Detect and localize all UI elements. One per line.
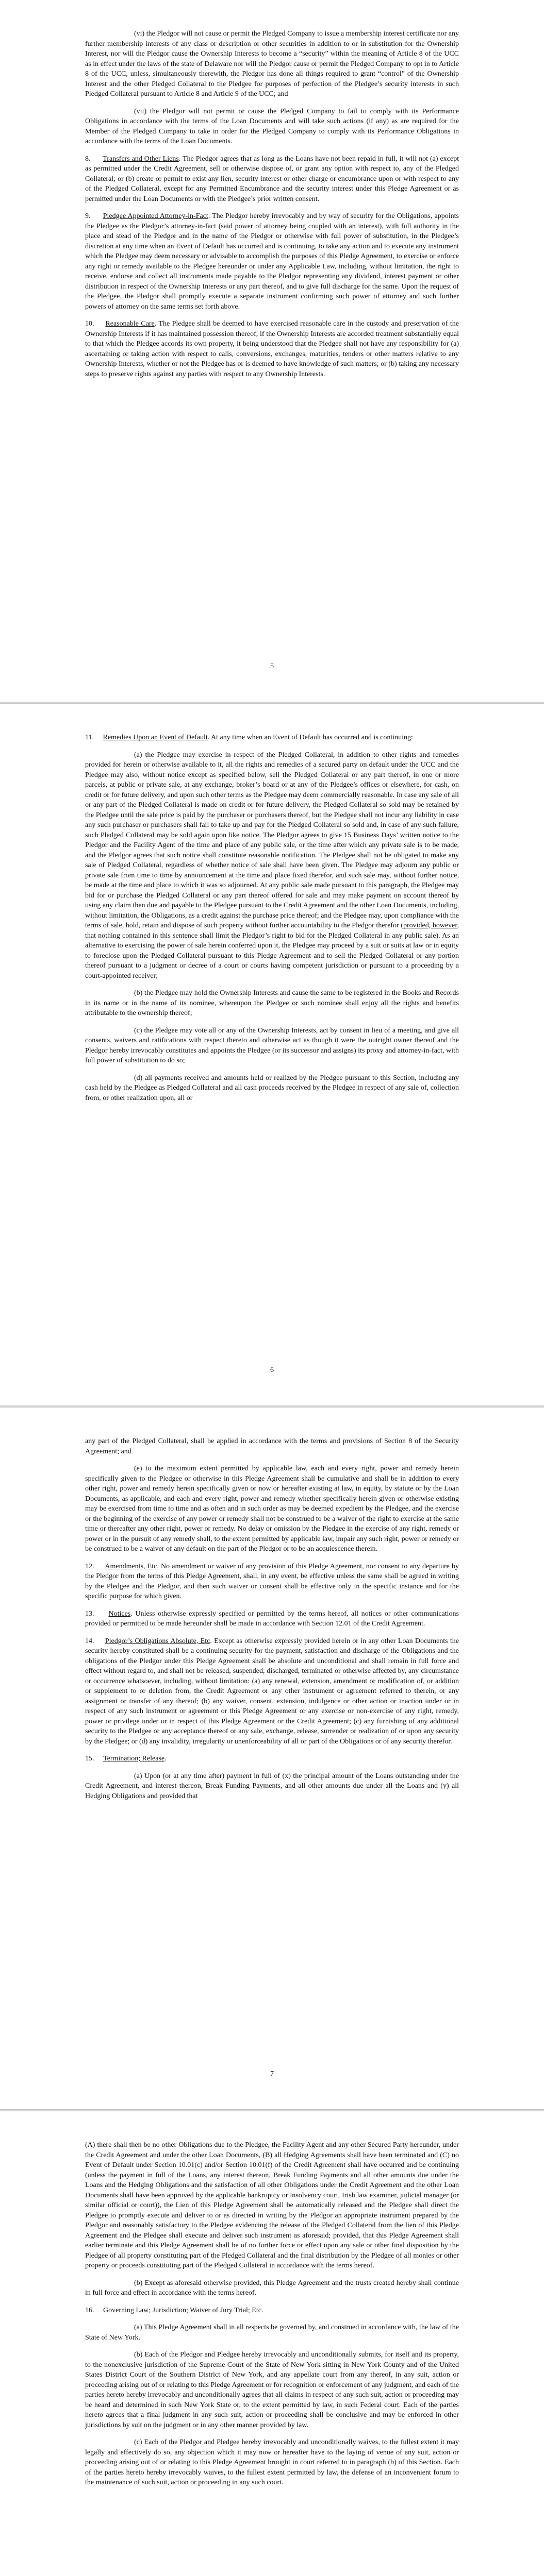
- clause-11a: (a) the Pledgee may exercise in respect of the Pledged Collateral, in addition to other rights and remedies provided for herein or otherwise available to it, all the rights and remedies of a secured party on default under the UCC and the Pledgee may also, without notice except as specified below, sell the Pledged Collateral or any part thereof, in one or more parcels, at public or private sale, at any exchange, broker’s board or at any of the Pledgee’s offices or elsewhere, for cash, on credit or for future delivery, and upon such other terms as the Pledgee may deem commercially reasonable. In case any sale of all or any part of the Pledged Collateral is made on credit or for future delivery, the Pledged Collateral so sold may be retained by the Pledgee until the sale price is paid by the purchaser or purchasers thereof, but the Pledgee shall not incur any liability in case any such purchaser or purchasers shall fail to take up and pay for the Pledged Collateral so sold and, in case of any such failure, such Pledged Collateral may be sold again upon like notice. The Pledgor agrees to give 15 Business Days’ written notice to the Pledgor and the Facility Agent of the time and place of any public sale, or the time after which any private sale is to be made, and the Pledgor agrees that such notice shall constitute reasonable notification. The Pledgee shall not be obligated to make any sale of Pledged Collateral, regardless of whether notice of sale shall have been given. The Pledgee may adjourn any public or private sale from time to time by announcement at the time and place fixed therefor, and such sale may, without further notice, be made at the time and place to which it was so adjourned. At any public sale made pursuant to this paragraph, the Pledgee may bid for or purchase the Pledged Collateral or any part thereof offered for sale and may make payment on account thereof by using any claim then due and payable to the Pledgee pursuant to the Credit Agreement and the other Loan Documents, including, without limitation, the Obligations, as a credit against the purchase price thereof; and the Pledgee may, upon compliance with the terms of sale, hold, retain and dispose of such property without further accountability to the Pledgor therefor (provided, however, that nothing contained in this sentence shall limit the Pledgor’s right to bid for the Pledged Collateral in any public sale). As an alternative to exercising the power of sale herein conferred upon it, the Pledgee may proceed by a suit or suits at law or in equity to foreclose upon the Pledged Collateral pursuant to this Pledge Agreement and to sell the Pledged Collateral or any portion thereof pursuant to a judgment or decree of a court or courts having competent jurisdiction or pursuant to a proceeding by a court-appointed receiver;: [85, 751, 459, 980]
- section-9-heading: Pledgee Appointed Attorney-in-Fact: [103, 212, 208, 220]
- clause-vii: (vii) the Pledgor will not permit or cause the Pledged Company to fail to comply with its Performance Obligations in accordance with the terms of the Loan Documents and will take such actions (if any) as are required for the Member of the Pledged Company to take in order for the Pledged Company to comply with its Performance Obligations in accordance with the terms of the Loan Documents.: [85, 107, 459, 145]
- document-page-8: [0, 2111, 544, 2576]
- clause-11d-continued: any part of the Pledged Collateral, shall be applied in accordance with the terms and provisions of Section 8 of the Security Agreement; and: [85, 1437, 459, 1455]
- document-page-6: [0, 704, 544, 1405]
- clause-16b: (b) Each of the Pledgor and Pledgee hereby irrevocably and unconditionally submits, for itself and its property, to the nonexclusive jurisdiction of the Supreme Court of the State of New York sitting in New York County and of the United States District Court of the Southern District of New York, and any appellate court from any thereof, in any suit, action or proceeding arising out of or relating to this Pledge Agreement or for recognition or enforcement of any judgment, and each of the parties hereto hereby irrevocably and unconditionally agrees that all claims in respect of any such suit, action or proceeding may be heard and determined in such New York State or, to the extent permitted by law, in such Federal court. Each of the parties hereto agrees that a final judgment in any such suit, action or proceeding shall be conclusive and may be enforced in other jurisdictions by suit on the judgment or in any other manner provided by law.: [85, 2351, 459, 2429]
- section-9: 9. Pledgee Appointed Attorney-in-Fact. The Pledgor hereby irrevocably and by way of security for the Obligations, appoints the Pledgee as the Pledgor’s attorney-in-fact (said power of attorney being coupled with an interest), with full authority in the place and stead of the Pledgor and in the name of the Pledgor or otherwise with full power of substitution, in the Pledgee’s discretion at any time when an Event of Default has occurred and is continuing, to take any action and to execute any instrument which the Pledgee may deem necessary or advisable to accomplish the purposes of this Pledge Agreement, to exercise or enforce any right or remedy available to the Pledgee hereunder or under any Applicable Law, including, without limitation, the right to receive, endorse and collect all instruments made payable to the Pledgor representing any dividend, interest payment or other distribution in respect of the Ownership Interests or any part thereof, and to give full discharge for the same. Upon the request of the Pledgee, the Pledgor shall promptly execute a separate instrument confirming such power of attorney and such further powers of attorney on the same terms set forth above.: [85, 212, 459, 311]
- document-page-7: [0, 1408, 544, 2109]
- clause-15a: (a) Upon (or at any time after) payment in full of (x) the principal amount of the Loans outstanding under the Credit Agreement, and interest thereon, Break Funding Payments, and all other amounts due under all the Loans and (y) all Hedging Obligations and provided that: [85, 1772, 459, 1800]
- section-11: 11. Remedies Upon an Event of Default. At any time when an Event of Default has occurred and is continuing:: [85, 734, 413, 741]
- section-16-heading: Governing Law; Jurisdiction; Waiver of Jury Trial; Etc: [103, 2306, 261, 2314]
- clause-vi: (vi) the Pledgor will not cause or permit the Pledged Company to issue a membership interest certificate nor any further membership interests of any class or description or other securities in addition to or in substitution for the Ownership Interest, nor will the Pledgor cause the Ownership Interests to become a “security” within the meaning of Article 8 of the UCC as in effect under the laws of the state of Delaware nor will the Pledgor cause or permit the Pledged Company to opt in to Article 8 of the UCC, unless, simultaneously therewith, the Pledgor has done all things required to grant “control” of the Ownership Interest and the other Pledged Collateral to the Pledgee for purposes of perfection of the Pledgee’s security interests in such Pledged Collateral pursuant to Article 8 and Article 9 of the UCC; and: [85, 30, 459, 98]
- section-13-heading: Notices: [108, 1609, 131, 1618]
- section-14-heading: Pledgor’s Obligations Absolute, Etc: [105, 1637, 210, 1645]
- section-10: 10. Reasonable Care. The Pledgee shall be deemed to have exercised reasonable care in the custody and preservation of the Ownership Interests if it has maintained possession thereof, if the Ownership Interests are accorded treatment substantially equal to that which the Pledgee accords its own property, it being understood that the Pledgee shall not have any responsibility for (a) ascertaining or taking action with respect to calls, conversions, exchanges, maturities, tenders or other matters relative to any Ownership Interests, whether or not the Pledgee has or is deemed to have knowledge of such matters; or (b) taking any necessary steps to preserve rights against any parties with respect to any Ownership Interests.: [85, 320, 459, 378]
- document-page-5: [0, 0, 544, 702]
- section-13: 13. Notices. Unless otherwise expressly specified or permitted by the terms hereof, all notices or other communications provided or permitted to be made hereunder shall be made in accordance with Section 12.01 of the Credit Agreement.: [85, 1609, 459, 1628]
- section-8: 8. Transfers and Other Liens. The Pledgor agrees that as long as the Loans have not been repaid in full, it will not (a) except as permitted under the Credit Agreement, sell or otherwise dispose of, or grant any option with respect to, any of the Pledged Collateral; or (b) create or permit to exist any lien, security interest or other charge or encumbrance upon or with respect to any of the Pledged Collateral, except for any Permitted Encumbrance and the security interest under this Pledge Agreement or as permitted under the Loan Documents or with the Pledgee’s prior written consent.: [85, 155, 459, 203]
- page-number: 6: [270, 1366, 274, 1374]
- clause-15a-continued: (A) there shall then be no other Obligations due to the Pledgee, the Facility Agent and any other Secured Party hereunder, under the Credit Agreement and under the other Loan Documents, (B) all Hedging Agreements shall have been terminated and (C) no Event of Default under Section 10.01(c) and/or Section 10.01(f) of the Credit Agreement shall have occurred and be continuing (unless the payment in full of the Loans, any interest thereon, Break Funding Payments and all other amounts due under the Loans and the Hedging Obligations and the satisfaction of all other Obligations under the Credit Agreement and the other Loan Documents shall have been approved by the applicable bankruptcy or insolvency court, Irish law examiner, judicial manager (or similar official or court)), the Lien of this Pledge Agreement shall be automatically released and the Pledgee shall direct the Pledgee to promptly execute and deliver to or as directed in writing by the Pledgor an appropriate instrument prepared by the Pledgor and reasonably satisfactory to the Pledgee evidencing the release of the Pledged Collateral from the lien of this Pledge Agreement and the Pledgee shall execute and deliver such instrument as aforesaid; provided, that this Pledge Agreement shall earlier terminate and this Pledge Agreement shall be of no further force or effect upon any sale or other final disposition by the Pledgee of all property constituting part of the Pledged Collateral and the final distribution by the Pledgee of all monies or other property or proceeds constituting part of the Pledged Collateral in accordance with the terms hereof.: [85, 2141, 459, 2269]
- section-10-heading: Reasonable Care: [105, 320, 155, 328]
- section-12-heading: Amendments, Etc: [105, 1562, 157, 1570]
- clause-11e: (e) to the maximum extent permitted by applicable law, each and every right, power and remedy herein specifically given to the Pledgee or otherwise in this Pledge Agreement shall be cumulative and shall be in addition to every other right, power and remedy herein specifically given or now or hereafter existing at law, in equity, by statute or by the Loan Documents, as applicable, and each and every right, power and remedy whether specifically herein given or otherwise existing may be exercised from time to time and as often and in such order as may be deemed expedient by the Pledgee, and the exercise or the beginning of the exercise of any power or remedy shall not be construed to be a waiver of the right to exercise at the same time or thereafter any other right, power or remedy. No delay or omission by the Pledgee in the exercise of any right, remedy or power or in the pursuit of any remedy shall, to the extent permitted by applicable law, impair any such right, power or remedy or be construed to be a waiver of any default on the part of the Pledgor or to be an acquiescence therein.: [85, 1465, 459, 1553]
- section-15: 15. Termination; Release.: [85, 1755, 167, 1762]
- section-11-heading: Remedies Upon an Event of Default: [103, 734, 208, 741]
- page-number: 7: [270, 2070, 274, 2078]
- section-12: 12. Amendments, Etc. No amendment or waiver of any provision of this Pledge Agreement, nor consent to any departure by the Pledgor from the terms of this Pledge Agreement, shall, in any event, be effective unless the same shall be agreed in writing by the Pledgee and the Pledgor, and then such waiver or consent shall be effective only in the specific instance and for the specific purpose for which given.: [85, 1562, 459, 1600]
- clause-16c: (c) Each of the Pledgor and Pledgee hereby irrevocably and unconditionally waives, to the fullest extent it may legally and effectively do so, any objection which it may now or hereafter have to the laying of venue of any suit, action or proceeding arising out of or relating to this Pledge Agreement brought in court referred to in paragraph (b) of this Section. Each of the parties hereto hereby irrevocably waives, to the fullest extent permitted by law, the defense of an inconvenient forum to the maintenance of such suit, action or proceeding in any such court.: [85, 2438, 459, 2486]
- clause-16a: (a) This Pledge Agreement shall in all respects be governed by, and construed in accordance with, the law of the State of New York.: [85, 2324, 459, 2342]
- page-number: 5: [270, 663, 274, 670]
- section-14: 14. Pledgor’s Obligations Absolute, Etc. Except as otherwise expressly provided herein or in any other Loan Documents the security hereby constituted shall be a continuing security for the payment, satisfaction and discharge of the Obligations and the obligations of the Pledgor under this Pledge Agreement shall be absolute and unconditional and shall remain in full force and effect without regard to, and shall not be released, suspended, discharged, terminated or otherwise affected by, any circumstance or occurrence whatsoever, including, without limitation: (a) any renewal, extension, amendment or modification of, or addition or supplement to or deletion from, the Credit Agreement or any other instrument or agreement referred to therein, or any assignment or transfer of any thereof; (b) any waiver, consent, extension, indulgence or other action or inaction under or in respect of any such instrument or agreement or this Pledge Agreement or any exercise or non-exercise of any right, remedy, power or privilege under or in respect of this Pledge Agreement or the Credit Agreement; (c) any furnishing of any additional security to the Pledgee or any acceptance thereof or any sale, exchange, release, surrender or realization of or upon any security by the Pledgee; or (d) any invalidity, irregularity or unenforceability of all or part of the Obligations or of any security therefor.: [85, 1637, 459, 1745]
- section-16: 16. Governing Law; Jurisdiction; Waiver of Jury Trial; Etc.: [85, 2306, 263, 2314]
- clause-15b: (b) Except as aforesaid otherwise provided, this Pledge Agreement and the trusts created hereby shall continue in full force and effect in accordance with the terms hereof.: [85, 2279, 459, 2297]
- section-8-heading: Transfers and Other Liens: [103, 155, 179, 163]
- clause-11d: (d) all payments received and amounts held or realized by the Pledgee pursuant to this Section, including any cash held by the Pledgee as Pledged Collateral and all cash proceeds received by the Pledgee in respect of any sale of, collection from, or other realization upon, all or: [85, 1074, 459, 1102]
- clause-11b: (b) the Pledgee may hold the Ownership Interests and cause the same to be registered in the Books and Records in its name or in the name of its nominee, whereupon the Pledgee or such nominee shall enjoy all the rights and benefits attributable to the ownership thereof;: [85, 989, 459, 1017]
- section-15-heading: Termination; Release: [103, 1755, 165, 1762]
- clause-11c: (c) the Pledgee may vote all or any of the Ownership Interests, act by consent in lieu of a meeting, and give all consents, waivers and ratifications with respect thereto and otherwise act as though it were the outright owner thereof and the Pledgor hereby irrevocably constitutes and appoints the Pledgee (or its successor and assigns) its proxy and attorney-in-fact, with full power of substitution to do so;: [85, 1026, 459, 1064]
